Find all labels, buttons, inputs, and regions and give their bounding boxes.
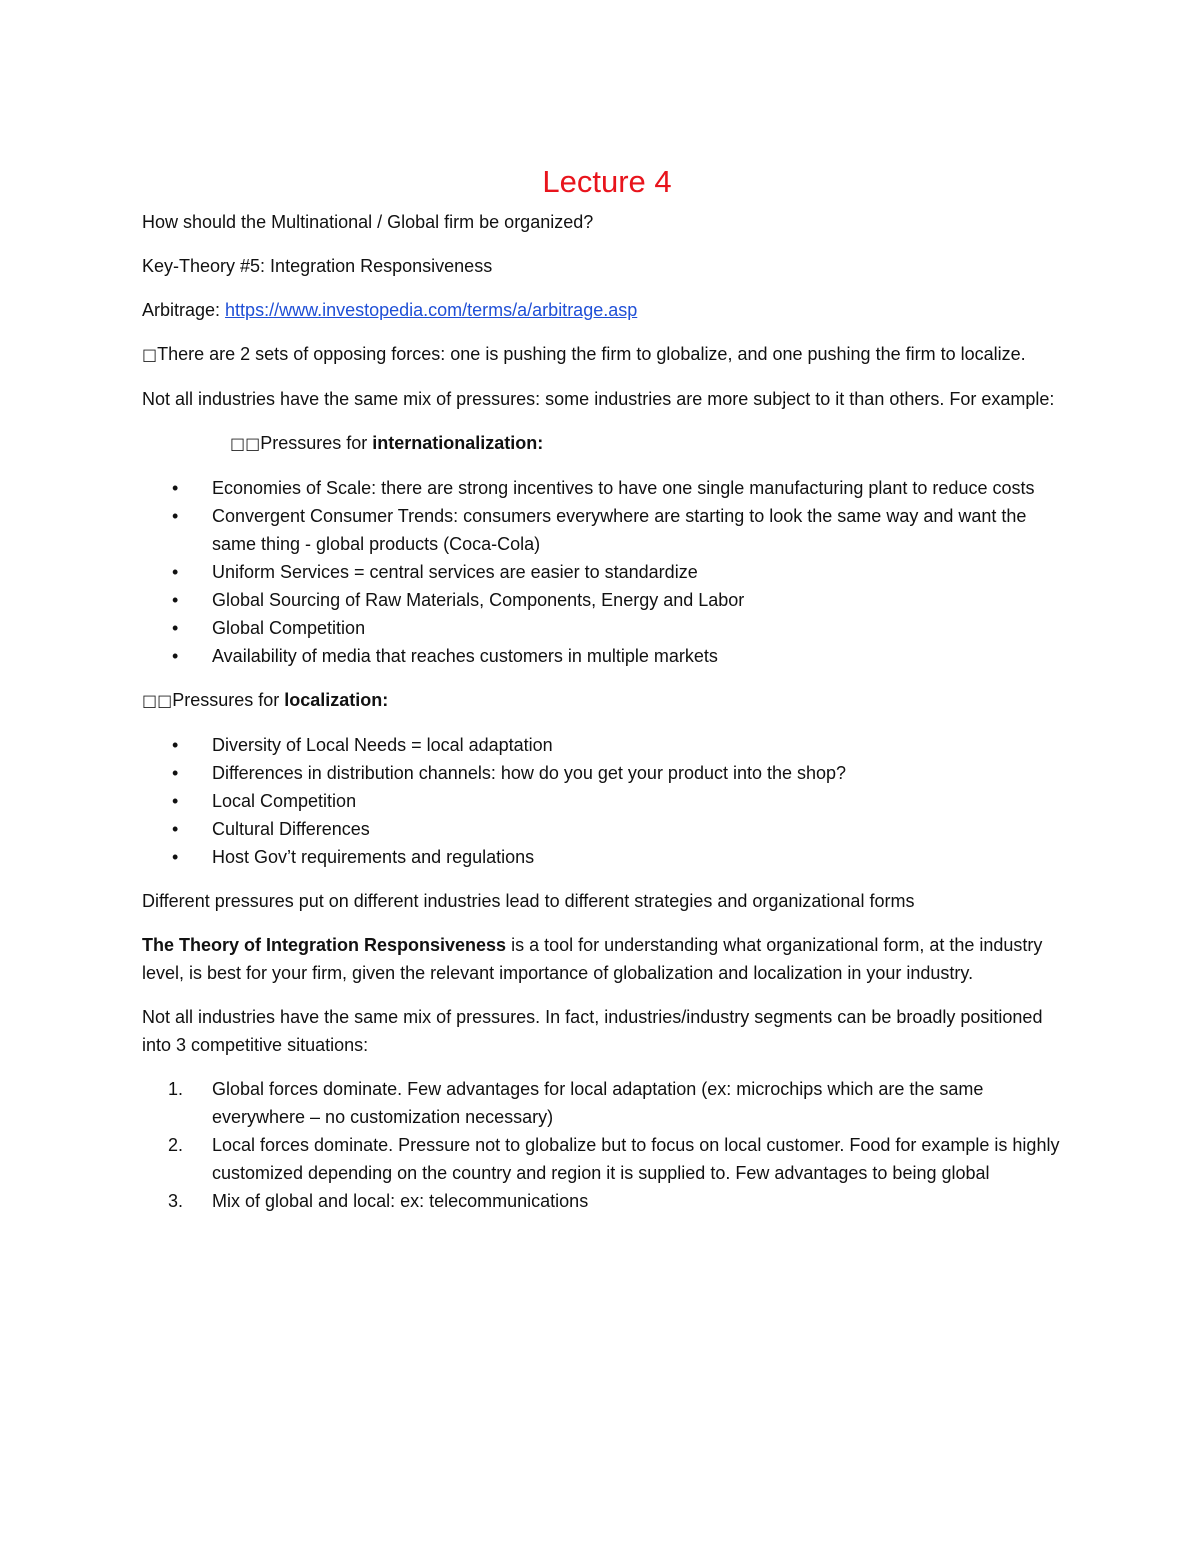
arbitrage-link[interactable]: https://www.investopedia.com/terms/a/arbitrage.asp xyxy=(225,300,638,320)
situation-text: Mix of global and local: ex: telecommunications xyxy=(212,1191,589,1211)
theory-bold: The Theory of Integration Responsiveness xyxy=(142,935,507,955)
internationalization-item xyxy=(142,474,1072,502)
situation-item xyxy=(142,1131,1072,1187)
document-body xyxy=(142,162,1072,1231)
bullet-icon: • xyxy=(172,791,179,811)
situation-number: 3. xyxy=(168,1191,184,1211)
theory-rest: is a tool for understanding what organizational form, at the industry level, is best for your firm, given the relevant importance of globalization and localization in your industry. xyxy=(142,935,1043,983)
bullet-icon: • xyxy=(172,763,179,783)
different-pressures-paragraph: Different pressures put on different industries lead to different strategies and organizational forms xyxy=(142,891,915,911)
situation-text: Global forces dominate. Few advantages for local adaptation (ex: microchips which are the same everywhere – no customization necessary) xyxy=(212,1079,984,1127)
bullet-icon: • xyxy=(172,735,179,755)
question-line: How should the Multinational / Global firm be organized? xyxy=(142,212,594,232)
situations-list xyxy=(142,1075,1072,1215)
localization-prefix: Pressures for xyxy=(172,690,285,710)
localization-item xyxy=(142,843,1072,871)
situation-item xyxy=(142,1075,1072,1131)
localization-item-text: Local Competition xyxy=(212,791,357,811)
localization-item-text: Diversity of Local Needs = local adaptation xyxy=(212,735,553,755)
localization-bold: localization: xyxy=(284,690,389,710)
internationalization-item-text: Global Competition xyxy=(212,618,366,638)
page-title: Lecture 4 xyxy=(542,164,672,199)
situation-number: 2. xyxy=(168,1135,184,1155)
internationalization-item xyxy=(142,642,1072,670)
internationalization-item-text: Availability of media that reaches customers in multiple markets xyxy=(212,646,718,666)
bullet-icon: • xyxy=(172,506,179,526)
opposing-forces-text: There are 2 sets of opposing forces: one is pushing the firm to globalize, and one pushing the firm to localize. xyxy=(157,344,1026,364)
arbitrage-label: Arbitrage: xyxy=(142,300,226,320)
missing-glyph-icon: □ xyxy=(142,345,158,364)
bullet-icon: • xyxy=(172,562,179,582)
mix-intro-paragraph: Not all industries have the same mix of pressures: some industries are more subject to it than others. For example: xyxy=(142,389,1055,409)
internationalization-item-text: Economies of Scale: there are strong incentives to have one single manufacturing plant to reduce costs xyxy=(212,478,1035,498)
localization-item-text: Differences in distribution channels: how do you get your product into the shop? xyxy=(212,763,847,783)
situation-number: 1. xyxy=(168,1079,184,1099)
bullet-icon: • xyxy=(172,646,179,666)
bullet-icon: • xyxy=(172,618,179,638)
internationalization-prefix: Pressures for xyxy=(260,433,373,453)
bullet-icon: • xyxy=(172,819,179,839)
internationalization-list xyxy=(142,474,1072,670)
localization-item xyxy=(142,815,1072,843)
arbitrage-line xyxy=(142,296,1072,324)
internationalization-heading xyxy=(142,429,1072,458)
theory-paragraph xyxy=(142,931,1072,987)
bullet-icon: • xyxy=(172,478,179,498)
internationalization-item-text: Convergent Consumer Trends: consumers everywhere are starting to look the same way and want the same thing - global products (Coca-Cola) xyxy=(212,506,1027,554)
localization-item xyxy=(142,787,1072,815)
bullet-icon: • xyxy=(172,847,179,867)
internationalization-item-text: Uniform Services = central services are easier to standardize xyxy=(212,562,698,582)
internationalization-item xyxy=(142,502,1072,558)
internationalization-item xyxy=(142,558,1072,586)
opposing-forces-paragraph xyxy=(142,340,1072,369)
bullet-icon: • xyxy=(172,590,179,610)
key-theory-line: Key-Theory #5: Integration Responsiveness xyxy=(142,256,493,276)
localization-item xyxy=(142,759,1072,787)
internationalization-item-text: Global Sourcing of Raw Materials, Components, Energy and Labor xyxy=(212,590,745,610)
internationalization-item xyxy=(142,614,1072,642)
localization-list xyxy=(142,731,1072,871)
situation-item xyxy=(142,1187,1072,1215)
localization-item xyxy=(142,731,1072,759)
situation-text: Local forces dominate. Pressure not to globalize but to focus on local customer. Food for example is highly customized depending on the country and region it is supplied to. Few advantages to being global xyxy=(212,1135,1060,1183)
segments-intro-paragraph: Not all industries have the same mix of pressures. In fact, industries/industry segments can be broadly positioned into 3 competitive situations: xyxy=(142,1007,1043,1055)
missing-glyph-icon: □□ xyxy=(142,691,173,710)
missing-glyph-icon: □□ xyxy=(230,434,261,453)
localization-item-text: Cultural Differences xyxy=(212,819,370,839)
localization-item-text: Host Gov’t requirements and regulations xyxy=(212,847,535,867)
internationalization-bold: internationalization: xyxy=(372,433,544,453)
internationalization-item xyxy=(142,586,1072,614)
localization-heading xyxy=(142,686,1072,715)
